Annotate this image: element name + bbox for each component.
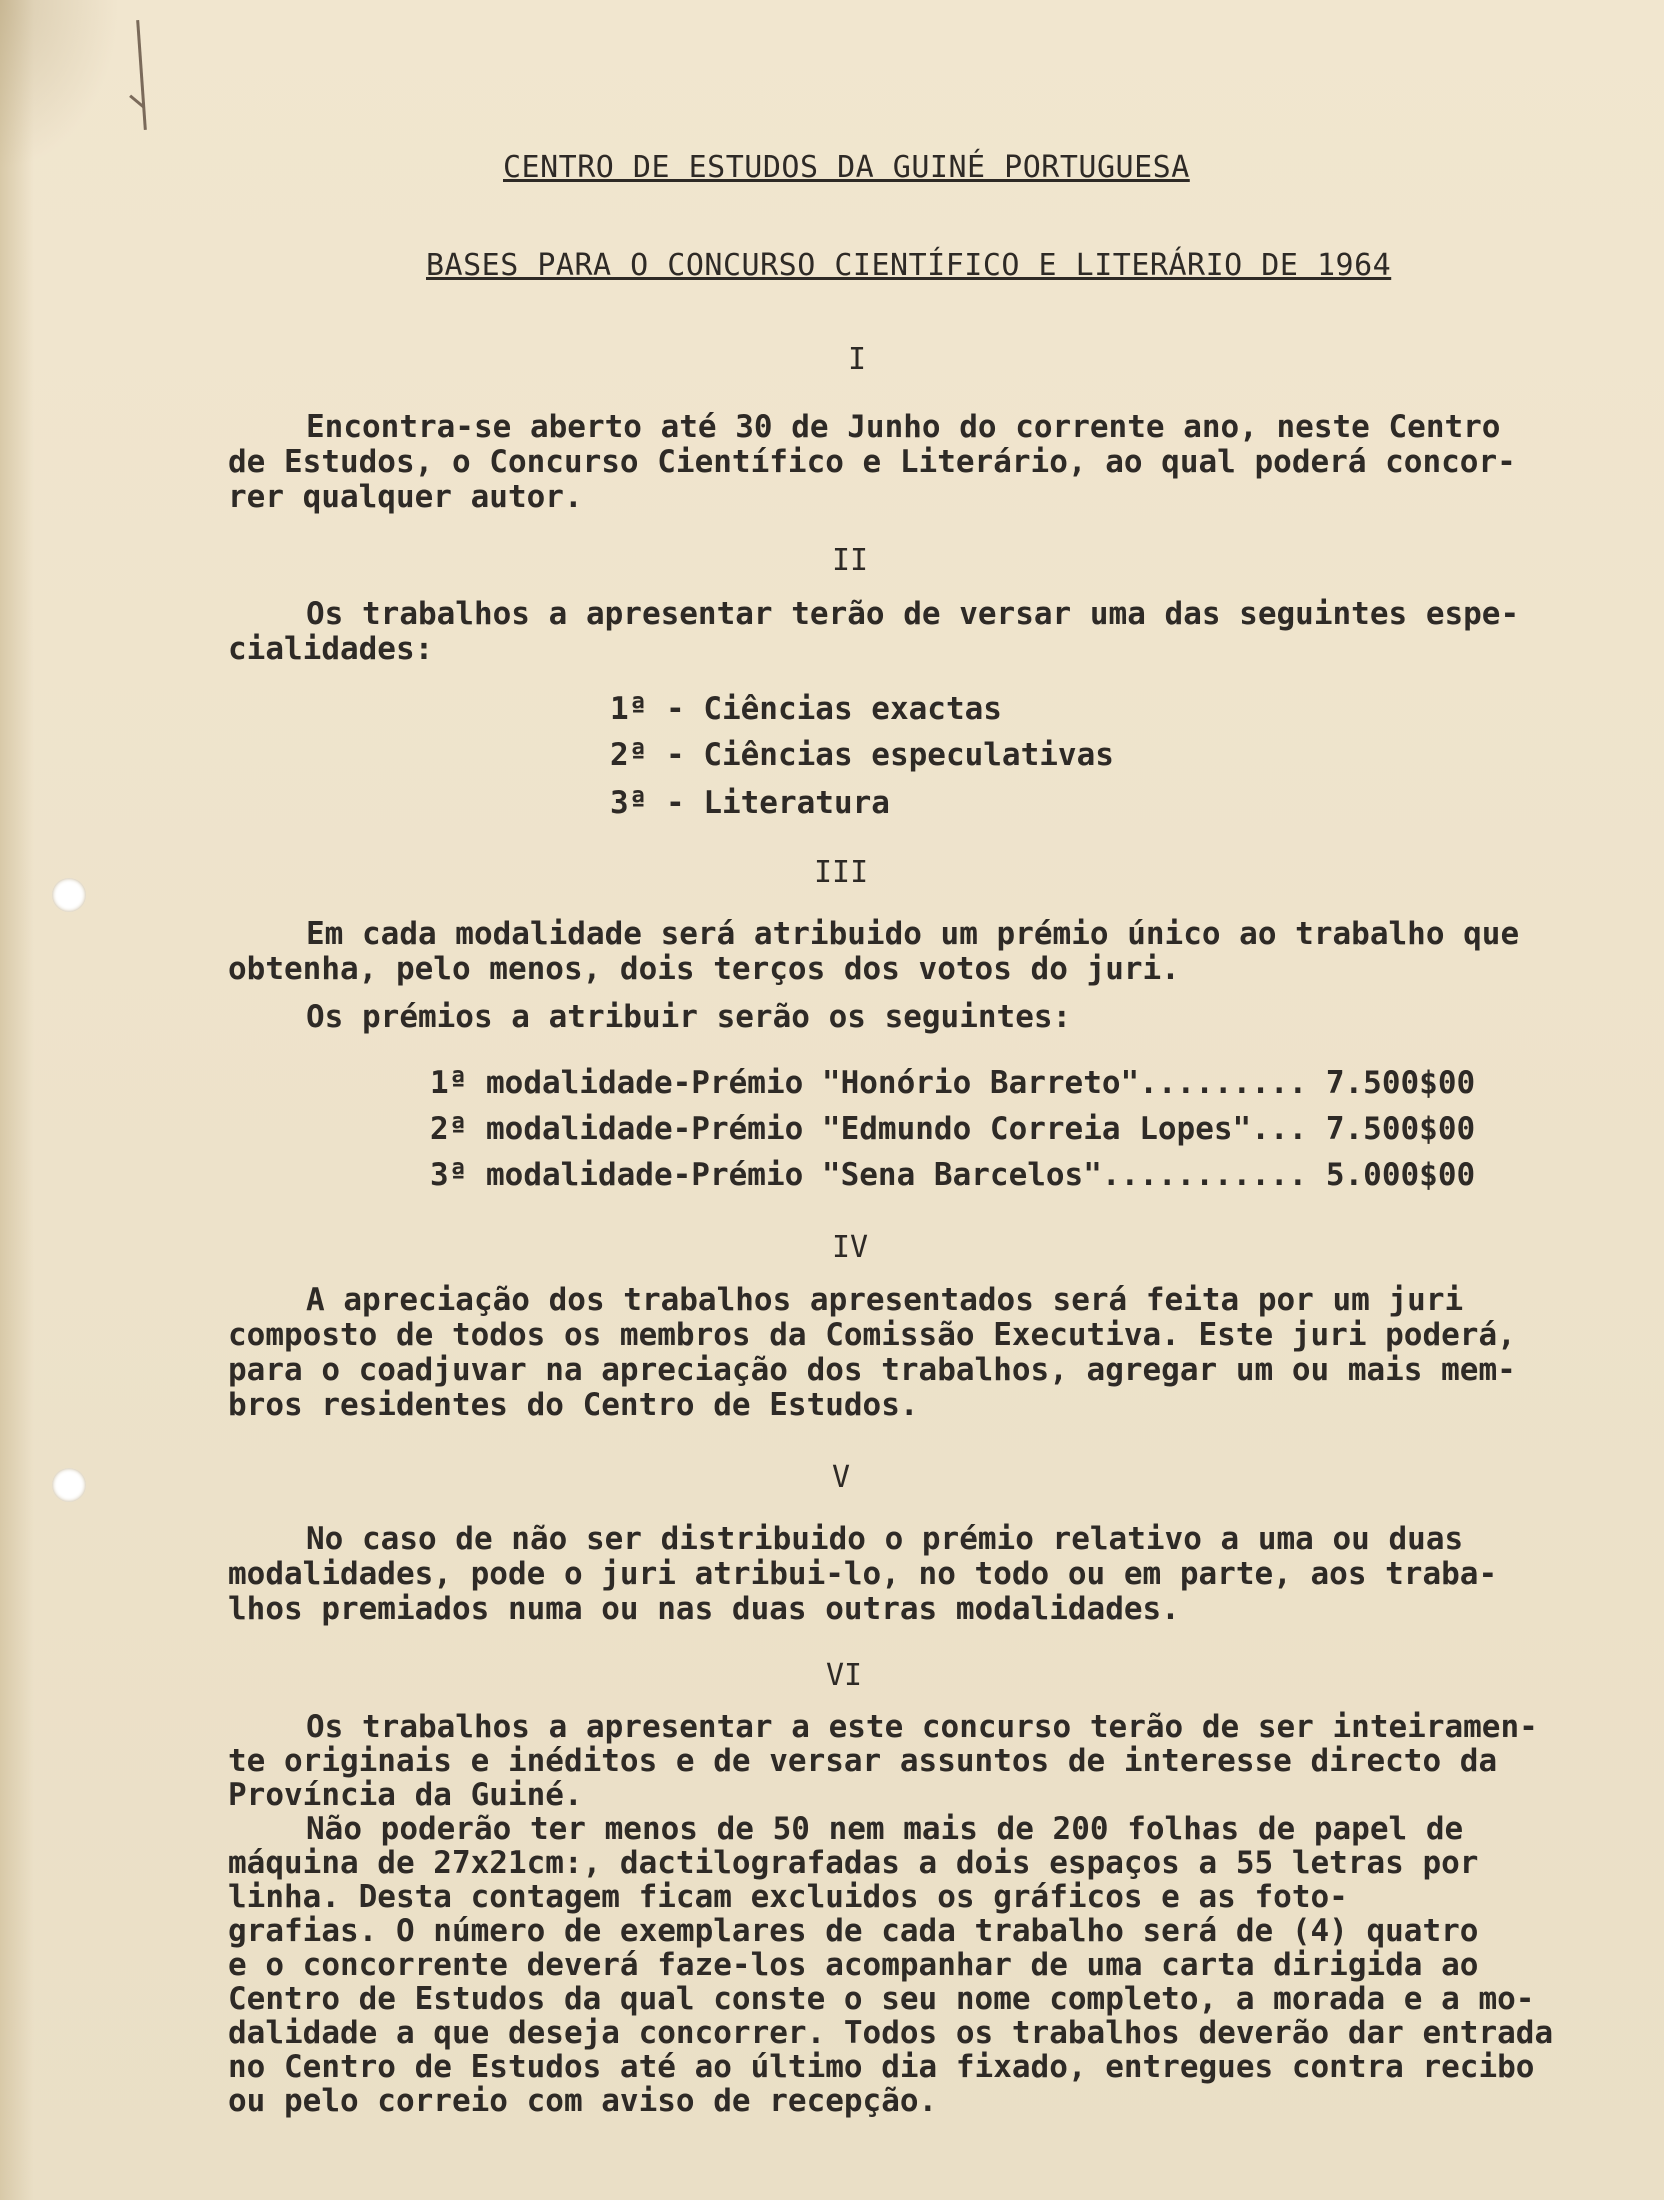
section-ii-line-1: Os trabalhos a apresentar terão de versar uma das seguintes espe- <box>306 596 1520 632</box>
section-ii-line-2: cialidades: <box>228 631 434 667</box>
section-numeral-ii: II <box>832 543 869 578</box>
prize-line-3: 3ª modalidade-Prémio "Sena Barcelos"........... 5.000$00 <box>430 1157 1476 1193</box>
section-vi-line-11: no Centro de Estudos até ao último dia fixado, entregues contra recibo <box>228 2049 1535 2085</box>
section-iii-line-3: Os prémios a atribuir serão os seguintes: <box>306 999 1072 1035</box>
section-vi-line-5: máquina de 27x21cm:, dactilografadas a dois espaços a 55 letras por <box>228 1845 1479 1881</box>
org-title: CENTRO DE ESTUDOS DA GUINÉ PORTUGUESA <box>503 150 1190 185</box>
section-numeral-iv: IV <box>832 1230 869 1265</box>
section-vi-line-10: dalidade a que deseja concorrer. Todos os trabalhos deverão dar entrada <box>228 2015 1554 2051</box>
punch-hole-bottom <box>52 1468 86 1502</box>
speciality-item-2: 2ª - Ciências especulativas <box>610 737 1114 773</box>
prize-line-2: 2ª modalidade-Prémio "Edmundo Correia Lopes"... 7.500$00 <box>430 1111 1476 1147</box>
section-i-line-2: de Estudos, o Concurso Científico e Literário, ao qual poderá concor- <box>228 444 1516 480</box>
section-vi-line-4: Não poderão ter menos de 50 nem mais de 200 folhas de papel de <box>306 1811 1464 1847</box>
section-numeral-i: I <box>848 342 867 377</box>
section-v-line-1: No caso de não ser distribuido o prémio relativo a uma ou duas <box>306 1521 1464 1557</box>
speciality-item-1: 1ª - Ciências exactas <box>610 691 1002 727</box>
staple-mark <box>136 20 147 130</box>
section-iii-line-2: obtenha, pelo menos, dois terços dos votos do juri. <box>228 951 1180 987</box>
section-numeral-v: V <box>832 1460 851 1495</box>
section-vi-line-3: Província da Guiné. <box>228 1777 583 1813</box>
section-vi-line-12: ou pelo correio com aviso de recepção. <box>228 2083 938 2119</box>
prize-line-1: 1ª modalidade-Prémio "Honório Barreto"......... 7.500$00 <box>430 1065 1476 1101</box>
section-iv-line-2: composto de todos os membros da Comissão Executiva. Este juri poderá, <box>228 1317 1516 1353</box>
section-vi-line-8: e o concorrente deverá faze-los acompanhar de uma carta dirigida ao <box>228 1947 1479 1983</box>
section-vi-line-2: te originais e inéditos e de versar assuntos de interesse directo da <box>228 1743 1498 1779</box>
section-vi-line-7: grafias. O número de exemplares de cada trabalho será de (4) quatro <box>228 1913 1479 1949</box>
section-iv-line-1: A apreciação dos trabalhos apresentados será feita por um juri <box>306 1282 1464 1318</box>
section-v-line-2: modalidades, pode o juri atribui-lo, no todo ou em parte, aos traba- <box>228 1556 1498 1592</box>
section-vi-line-9: Centro de Estudos da qual conste o seu nome completo, a morada e a mo- <box>228 1981 1535 2017</box>
section-vi-line-6: linha. Desta contagem ficam excluidos os gráficos e as foto- <box>228 1879 1348 1915</box>
section-numeral-iii: III <box>814 855 869 890</box>
doc-title: BASES PARA O CONCURSO CIENTÍFICO E LITERÁRIO DE 1964 <box>426 248 1392 283</box>
speciality-item-3: 3ª - Literatura <box>610 785 890 821</box>
section-v-line-3: lhos premiados numa ou nas duas outras modalidades. <box>228 1591 1180 1627</box>
section-iii-line-1: Em cada modalidade será atribuido um prémio único ao trabalho que <box>306 916 1520 952</box>
section-i-line-1: Encontra-se aberto até 30 de Junho do corrente ano, neste Centro <box>306 409 1501 445</box>
section-iv-line-3: para o coadjuvar na apreciação dos trabalhos, agregar um ou mais mem- <box>228 1352 1516 1388</box>
section-numeral-vi: VI <box>826 1658 863 1693</box>
section-vi-line-1: Os trabalhos a apresentar a este concurso terão de ser inteiramen- <box>306 1709 1538 1745</box>
section-iv-line-4: bros residentes do Centro de Estudos. <box>228 1387 919 1423</box>
punch-hole-top <box>52 878 86 912</box>
section-i-line-3: rer qualquer autor. <box>228 479 583 515</box>
